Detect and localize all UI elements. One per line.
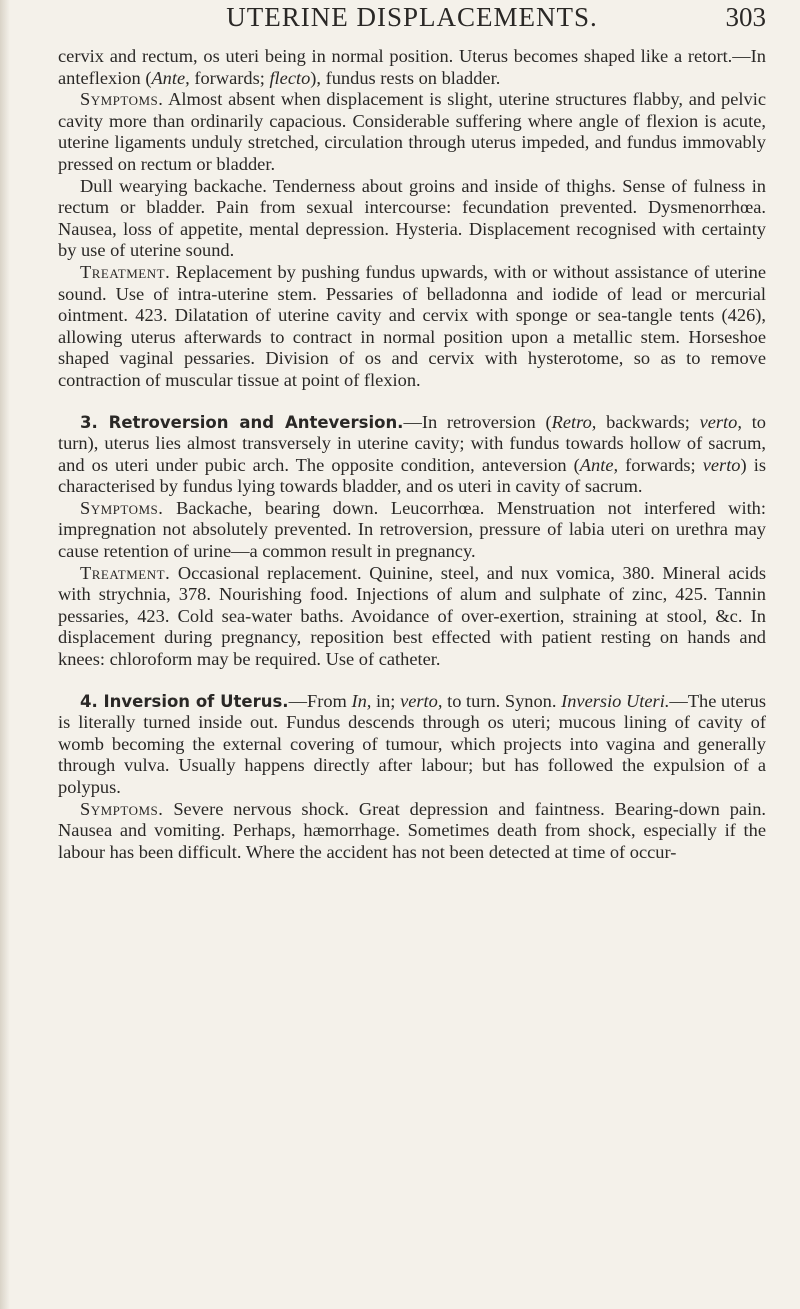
paragraph-symptoms-inversion: Symptoms. Severe nervous shock. Great depression and faintness. Bearing-down pain. Nausea and vomiting. Perhaps, hæmorrhage. Sometimes death from shock, especially if the labour has been difficult. Where the accident has not been detected at time of occur- xyxy=(58,798,766,862)
running-title: UTERINE DISPLACEMENTS. xyxy=(226,2,598,32)
paragraph-symptoms-anteflexion: Symptoms. Almost absent when displacement is slight, uterine structures flabby, and pelvic cavity more than ordinarily capacious. Considerable suffering where angle of flexion is acute, uterine ligaments unduly stretched, circulation through uterus impeded, and fundus immovably pressed on rectum or bladder. xyxy=(58,89,766,174)
paragraph-retroversion: 3. Retroversion and Anteversion.—In retroversion (Retro, backwards; verto, to turn), uterus lies almost transversely in uterine cavity; with fundus towards hollow of sacrum, and os uteri under pubic arch. The opposite condition, anteversion (Ante, forwards; verto) is characterised by fundus lying towards bladder, and os uteri in cavity of sacrum. xyxy=(58,411,766,497)
treatment-label: Treatment. xyxy=(80,562,171,583)
running-head xyxy=(58,2,766,38)
paragraph-anteflexion: cervix and rectum, os uteri being in normal position. Uterus becomes shaped like a retort.—In anteflexion (Ante, forwards; flecto), fundus rests on bladder. xyxy=(58,46,766,88)
section-heading-retroversion: 3. Retroversion and Anteversion. xyxy=(80,412,404,432)
paragraph-treatment-anteflexion: Treatment. Replacement by pushing fundus upwards, with or without assistance of uterine sound. Use of intra-uterine stem. Pessaries of belladonna and iodide of lead or mercurial ointment. 423. Dilatation of uterine cavity and cervix with sponge or sea-tangle tents (426), allowing uterus afterwards to contract in normal position upon a metallic stem. Horseshoe shaped vaginal pessaries. Division of os and cervix with hysterotome, so as to remove contraction of muscular tissue at point of flexion. xyxy=(58,261,766,390)
paragraph-symptoms-list: Dull wearying backache. Tenderness about groins and inside of thighs. Sense of fulness in rectum or bladder. Pain from sexual intercourse: fecundation prevented. Dysmenorrhœa. Nausea, loss of appetite, mental depression. Hysteria. Displacement recognised with certainty by use of uterine sound. xyxy=(58,175,766,261)
symptoms-label: Symptoms. xyxy=(80,497,164,518)
symptoms-label: Symptoms. xyxy=(80,89,164,110)
page-number: 303 xyxy=(725,2,766,32)
paragraph-treatment-retroversion: Treatment. Occasional replacement. Quinine, steel, and nux vomica, 380. Mineral acids with strychnia, 378. Nourishing food. Injections of alum and sulphate of zinc, 425. Tannin pessaries, 423. Cold sea-water baths. Avoidance of over-exertion, straining at stool, &c. In displacement during pregnancy, reposition best effected with patient resting on hands and knees: chloroform may be required. Use of catheter. xyxy=(58,562,766,670)
paragraph-symptoms-retroversion: Symptoms. Backache, bearing down. Leucorrhœa. Menstruation not interfered with: impregnation not absolutely prevented. In retroversion, pressure of labia uteri on urethra may cause retention of urine—a common result in pregnancy. xyxy=(58,497,766,562)
section-heading-inversion: 4. Inversion of Uterus. xyxy=(80,691,289,711)
symptoms-label: Symptoms. xyxy=(80,798,164,819)
paragraph-inversion: 4. Inversion of Uterus.—From In, in; verto, to turn. Synon. Inversio Uteri.—The uterus is literally turned inside out. Fundus descends through os uteri; mucous lining of cavity of womb becoming the external covering of tumour, which projects into vagina and generally through vulva. Usually happens directly after labour; but has followed the expulsion of a polypus. xyxy=(58,690,766,797)
treatment-label: Treatment. xyxy=(80,261,171,282)
body-text xyxy=(58,46,766,863)
